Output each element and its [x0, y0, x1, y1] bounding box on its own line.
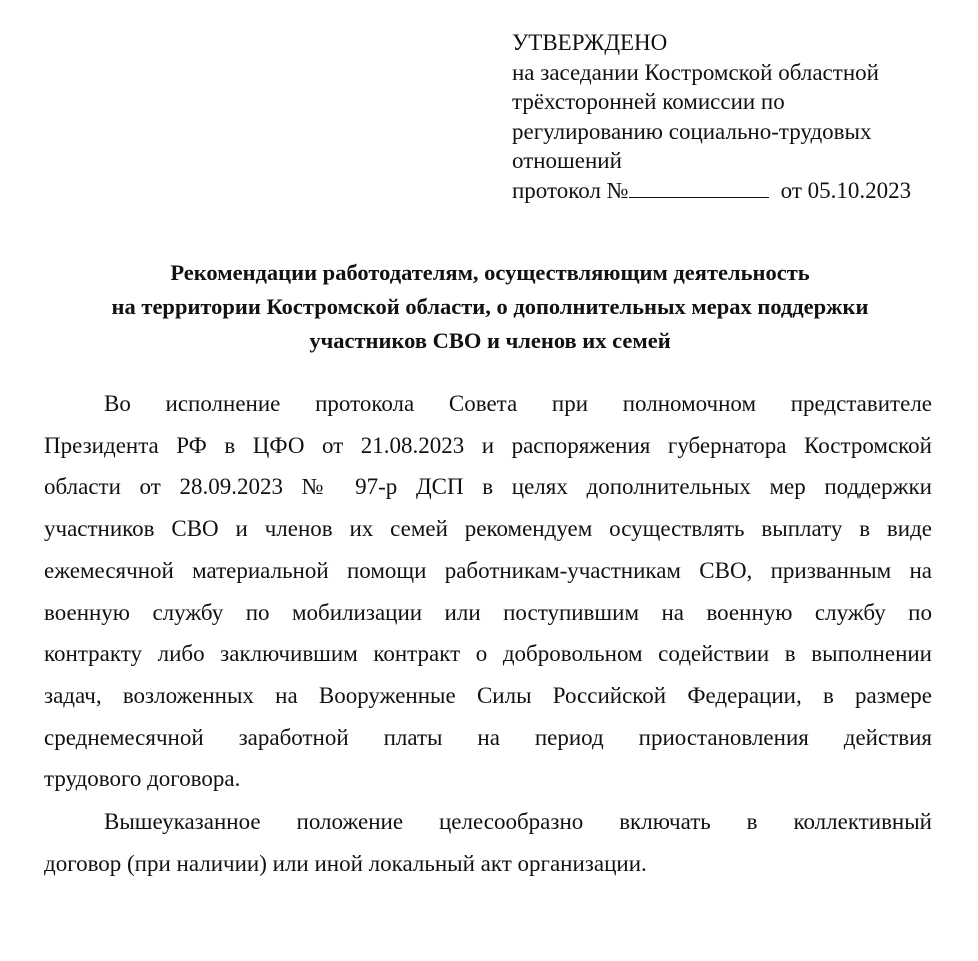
approval-line: трёхсторонней комиссии по — [512, 89, 785, 114]
protocol-label: протокол № — [512, 177, 629, 203]
paragraph-line: Во исполнение протокола Совета при полномочном представителе — [104, 391, 932, 416]
protocol-date: от 05.10.2023 — [780, 177, 912, 203]
paragraph-1 — [44, 383, 932, 800]
paragraph-line: контракту либо заключившим контракт о добровольном содействии в выполнении — [44, 641, 932, 667]
paragraph-line: Вышеуказанное положение целесообразно включать в коллективный — [104, 809, 932, 835]
paragraph-line: участников СВО и членов их семей рекомендуем осуществлять выплату в виде — [44, 516, 932, 542]
approval-line: на заседании Костромской областной — [512, 59, 879, 85]
approval-line: отношений — [512, 148, 622, 173]
paragraph-line: области от 28.09.2023 № 97-р ДСП в целях дополнительных мер поддержки — [44, 474, 932, 500]
paragraph-line: задач, возложенных на Вооруженные Силы Российской Федерации, в размере — [44, 682, 932, 708]
approval-block — [512, 28, 952, 205]
paragraph-line: среднемесячной заработной платы на период приостановления действия — [44, 724, 932, 750]
paragraph-line: Президента РФ в ЦФО от 21.08.2023 и распоряжения губернатора Костромской — [44, 432, 932, 458]
title-line: на территории Костромской области, о дополнительных мерах поддержки — [111, 294, 869, 319]
document-title — [40, 256, 940, 358]
paragraph-line: трудового договора. — [44, 766, 241, 792]
title-line: Рекомендации работодателям, осуществляющим деятельность — [170, 260, 810, 285]
protocol-line — [512, 176, 952, 206]
approval-line: регулированию социально-трудовых — [512, 118, 872, 144]
title-line: участников СВО и членов их семей — [309, 328, 671, 353]
document-body — [44, 383, 932, 884]
paragraph-line: договор (при наличии) или иной локальный акт организации. — [44, 850, 647, 876]
paragraph-line: военную службу по мобилизации или поступившим на военную службу по — [44, 599, 932, 625]
protocol-number-blank — [629, 179, 769, 198]
paragraph-2 — [44, 801, 932, 884]
paragraph-line: ежемесячной материальной помощи работникам-участникам СВО, призванным на — [44, 557, 932, 583]
approval-heading: УТВЕРЖДЕНО — [512, 30, 668, 55]
